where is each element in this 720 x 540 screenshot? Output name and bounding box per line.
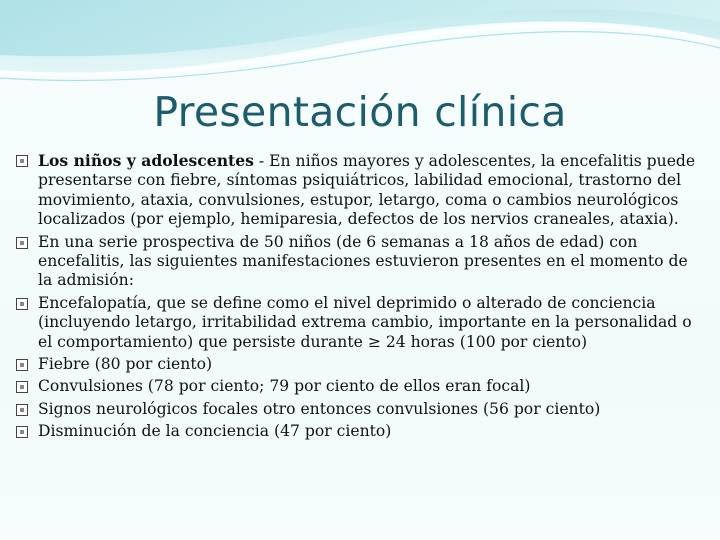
bullet-item: [14, 151, 706, 230]
bullet-box-icon: [16, 155, 28, 167]
bullet-box-icon: [16, 359, 28, 371]
bullet-box-icon: [16, 237, 28, 249]
bullet-box-icon: [16, 404, 28, 416]
bullet-box-icon: [16, 381, 28, 393]
bullet-item: [14, 377, 706, 396]
header-wave-decoration: [0, 0, 720, 90]
bullet-text: Convulsiones (78 por ciento; 79 por ciento de ellos eran focal): [38, 377, 531, 396]
bullet-item: [14, 294, 706, 352]
bullet-lead: Los niños y adolescentes: [38, 151, 254, 170]
bullet-text: Disminución de la conciencia (47 por ciento): [38, 422, 392, 441]
bullet-item: [14, 233, 706, 291]
bullet-list: [14, 151, 706, 445]
bullet-text: Encefalopatía, que se define como el nivel deprimido o alterado de conciencia (incluyendo letargo, irritabilidad extrema cambio, importante en la personalidad o el comportamiento) que persiste durante ≥ 24 horas (100 por ciento): [38, 293, 692, 351]
bullet-item: [14, 355, 706, 374]
bullet-item: [14, 422, 706, 441]
bullet-text: Signos neurológicos focales otro entonces convulsiones (56 por ciento): [38, 399, 601, 418]
bullet-text: - En niños mayores y adolescentes, la encefalitis puede presentarse con fiebre, síntomas psiquiátricos, labilidad emocional, trastorno del movimiento, ataxia, convulsiones, estupor, letargo, coma o cambios neurológicos localizados (por ejemplo, hemiparesia, defectos de los nervios craneales, ataxia).: [38, 152, 696, 229]
bullet-text: En una serie prospectiva de 50 niños (de 6 semanas a 18 años de edad) con encefalitis, las siguientes manifestaciones estuvieron presentes en el momento de la admisión:: [38, 232, 688, 290]
bullet-item: [14, 400, 706, 419]
slide-title: Presentación clínica: [153, 88, 567, 136]
bullet-text: Fiebre (80 por ciento): [38, 355, 213, 374]
bullet-box-icon: [16, 426, 28, 438]
bullet-box-icon: [16, 298, 28, 310]
